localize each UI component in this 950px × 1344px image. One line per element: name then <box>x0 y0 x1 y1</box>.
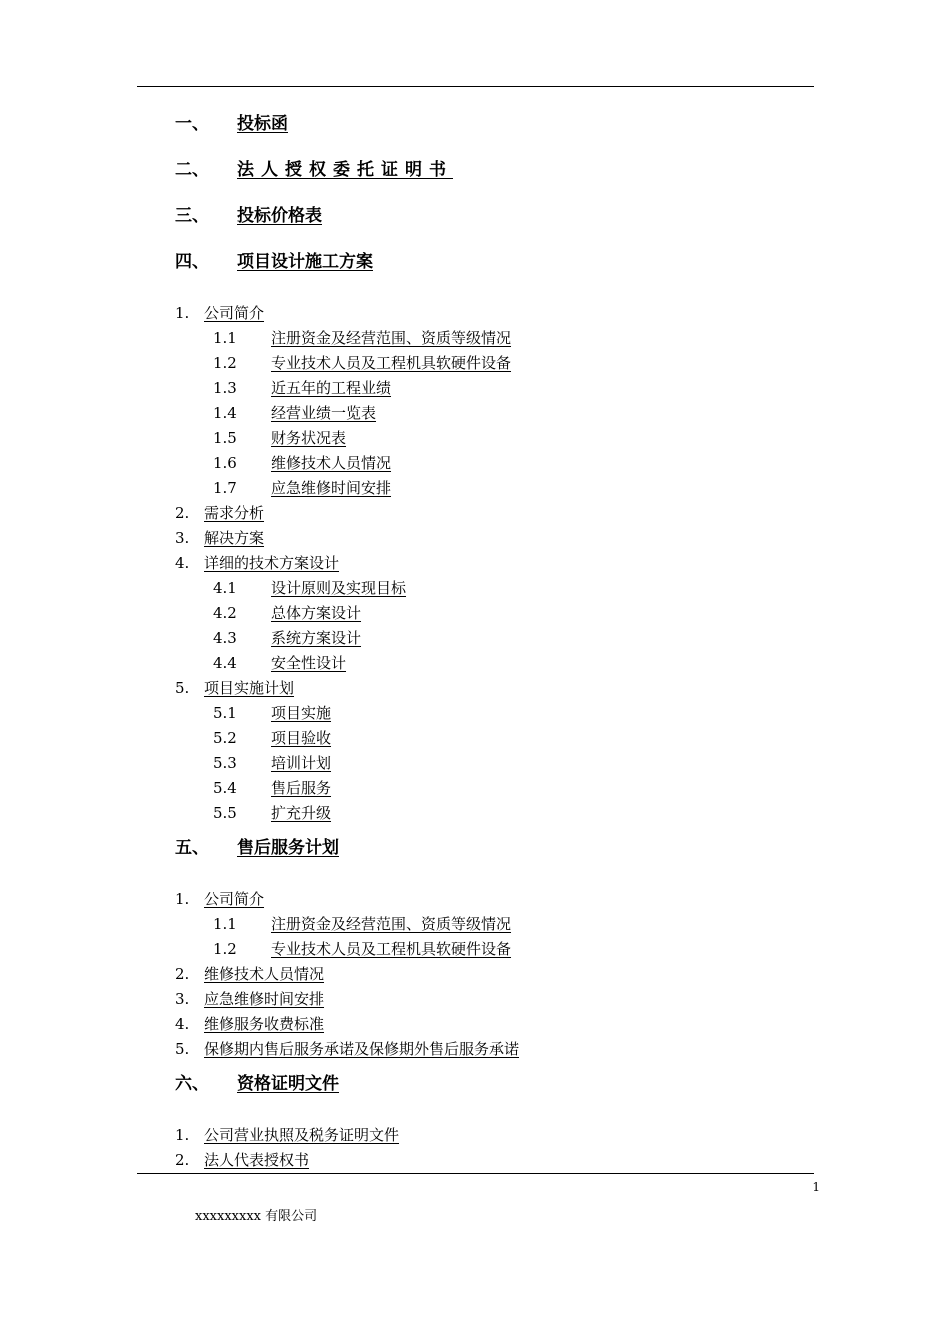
toc-title: 安全性设计 <box>271 654 347 672</box>
toc-subsection[interactable] <box>213 913 511 934</box>
toc-section[interactable] <box>175 1013 324 1034</box>
toc-title: 详细的技术方案设计 <box>204 554 340 572</box>
toc-title: 保修期内售后服务承诺及保修期外售后服务承诺 <box>204 1040 520 1058</box>
toc-section[interactable] <box>175 552 339 573</box>
toc-number: 1.5 <box>213 429 237 447</box>
toc-number: 5.2 <box>213 729 237 747</box>
toc-number: 三、 <box>175 206 209 226</box>
toc-number: 1.3 <box>213 379 237 397</box>
toc-number: 5. <box>175 679 190 697</box>
toc-section[interactable] <box>175 677 294 698</box>
toc-title: 投标函 <box>237 114 288 134</box>
toc-number: 4. <box>175 554 190 572</box>
toc-number: 1.1 <box>213 915 237 933</box>
toc-title: 法人代表授权书 <box>204 1151 310 1169</box>
toc-heading[interactable] <box>175 155 453 180</box>
toc-number: 1.1 <box>213 329 237 347</box>
toc-number: 4.3 <box>213 629 237 647</box>
toc-subsection[interactable] <box>213 777 331 798</box>
toc-number: 4.2 <box>213 604 237 622</box>
toc-title: 注册资金及经营范围、资质等级情况 <box>271 329 512 347</box>
toc-number: 1.2 <box>213 354 237 372</box>
toc-number: 3. <box>175 529 190 547</box>
toc-title: 解决方案 <box>204 529 265 547</box>
toc-subsection[interactable] <box>213 427 346 448</box>
toc-title: 维修服务收费标准 <box>204 1015 325 1033</box>
toc-number: 一、 <box>175 114 209 134</box>
toc-title: 售后服务计划 <box>237 838 339 858</box>
toc-number: 五、 <box>175 838 209 858</box>
toc-title: 公司简介 <box>204 304 265 322</box>
toc-subsection[interactable] <box>213 577 406 598</box>
toc-section[interactable] <box>175 1124 399 1145</box>
toc-section[interactable] <box>175 888 264 909</box>
toc-title: 总体方案设计 <box>271 604 362 622</box>
footer-rule <box>137 1173 814 1174</box>
toc-subsection[interactable] <box>213 402 376 423</box>
header-rule <box>137 86 814 87</box>
toc-number: 四、 <box>175 252 209 272</box>
footer-company-name: xxxxxxxxx 有限公司 <box>195 1209 318 1224</box>
toc-number: 2. <box>175 504 190 522</box>
toc-title: 近五年的工程业绩 <box>271 379 392 397</box>
toc-subsection[interactable] <box>213 702 331 723</box>
toc-number: 1.7 <box>213 479 237 497</box>
toc-number: 1. <box>175 890 190 908</box>
toc-number: 5.4 <box>213 779 237 797</box>
toc-title: 项目验收 <box>271 729 332 747</box>
toc-title: 公司简介 <box>204 890 265 908</box>
toc-section[interactable] <box>175 988 324 1009</box>
toc-number: 3. <box>175 990 190 1008</box>
toc-subsection[interactable] <box>213 652 346 673</box>
toc-number: 1.6 <box>213 454 237 472</box>
toc-number: 5.3 <box>213 754 237 772</box>
toc-number: 1.4 <box>213 404 237 422</box>
toc-title: 公司营业执照及税务证明文件 <box>204 1126 400 1144</box>
toc-title: 项目实施计划 <box>204 679 295 697</box>
toc-number: 1. <box>175 1126 190 1144</box>
toc-subsection[interactable] <box>213 627 361 648</box>
toc-title: 注册资金及经营范围、资质等级情况 <box>271 915 512 933</box>
toc-subsection[interactable] <box>213 352 511 373</box>
toc-title: 培训计划 <box>271 754 332 772</box>
toc-title: 专业技术人员及工程机具软硬件设备 <box>271 354 512 372</box>
toc-number: 2. <box>175 965 190 983</box>
toc-section[interactable] <box>175 302 264 323</box>
toc-title: 设计原则及实现目标 <box>271 579 407 597</box>
toc-section[interactable] <box>175 527 264 548</box>
toc-title: 资格证明文件 <box>237 1074 339 1094</box>
toc-number: 六、 <box>175 1074 209 1094</box>
toc-subsection[interactable] <box>213 727 331 748</box>
toc-title: 应急维修时间安排 <box>204 990 325 1008</box>
toc-section[interactable] <box>175 502 264 523</box>
toc-number: 2. <box>175 1151 190 1169</box>
toc-subsection[interactable] <box>213 938 511 959</box>
toc-section[interactable] <box>175 1149 309 1170</box>
toc-subsection[interactable] <box>213 377 391 398</box>
toc-heading[interactable] <box>175 201 322 226</box>
toc-number: 5.1 <box>213 704 237 722</box>
toc-number: 1. <box>175 304 190 322</box>
toc-title: 应急维修时间安排 <box>271 479 392 497</box>
toc-title: 扩充升级 <box>271 804 332 822</box>
toc-subsection[interactable] <box>213 752 331 773</box>
toc-subsection[interactable] <box>213 452 391 473</box>
toc-heading[interactable] <box>175 1069 339 1094</box>
toc-number: 5.5 <box>213 804 237 822</box>
toc-section[interactable] <box>175 1038 519 1059</box>
toc-number: 1.2 <box>213 940 237 958</box>
toc-title: 法人授权委托证明书 <box>237 160 453 180</box>
toc-title: 经营业绩一览表 <box>271 404 377 422</box>
toc-subsection[interactable] <box>213 602 361 623</box>
toc-title: 维修技术人员情况 <box>271 454 392 472</box>
toc-number: 二、 <box>175 160 209 180</box>
toc-number: 4. <box>175 1015 190 1033</box>
toc-title: 项目实施 <box>271 704 332 722</box>
toc-title: 维修技术人员情况 <box>204 965 325 983</box>
toc-title: 财务状况表 <box>271 429 347 447</box>
toc-subsection[interactable] <box>213 327 511 348</box>
toc-number: 5. <box>175 1040 190 1058</box>
toc-heading[interactable] <box>175 247 373 272</box>
toc-subsection[interactable] <box>213 802 331 823</box>
toc-title: 售后服务 <box>271 779 332 797</box>
toc-number: 4.4 <box>213 654 237 672</box>
toc-title: 专业技术人员及工程机具软硬件设备 <box>271 940 512 958</box>
toc-heading[interactable] <box>175 833 339 858</box>
toc-title: 需求分析 <box>204 504 265 522</box>
toc-title: 投标价格表 <box>237 206 322 226</box>
toc-heading[interactable] <box>175 109 288 134</box>
toc-subsection[interactable] <box>213 477 391 498</box>
page-number: 1 <box>812 1180 820 1194</box>
toc-section[interactable] <box>175 963 324 984</box>
toc-title: 系统方案设计 <box>271 629 362 647</box>
toc-title: 项目设计施工方案 <box>237 252 373 272</box>
toc-number: 4.1 <box>213 579 237 597</box>
